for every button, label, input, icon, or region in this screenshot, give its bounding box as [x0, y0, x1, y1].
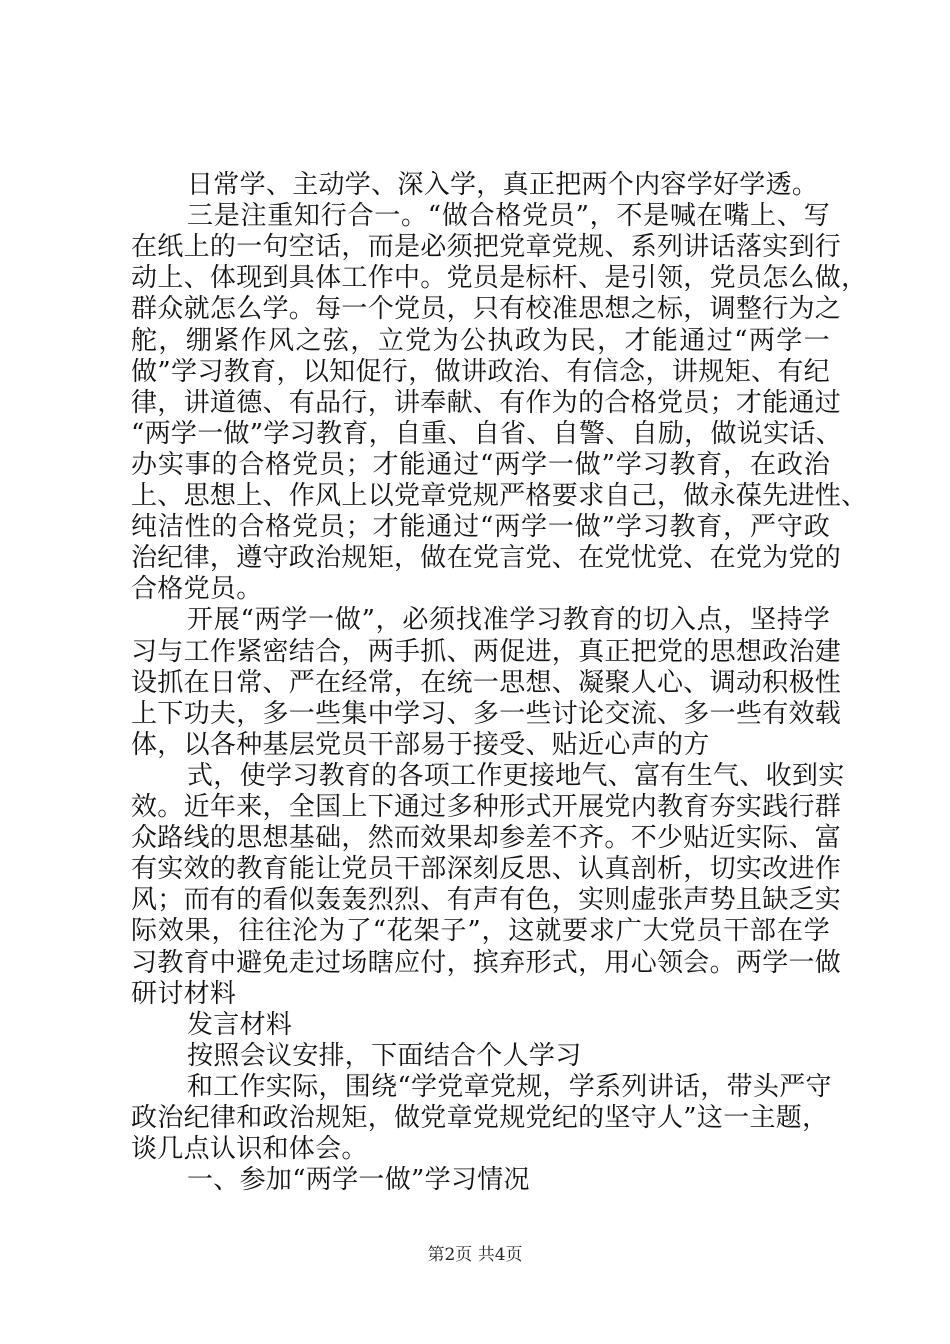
text-line: 体，以各种基层党员干部易于接受、贴近心声的方	[131, 730, 710, 760]
text-line: 有实效的教育能让党员干部深刻反思、认真剖析，切实改进作	[131, 854, 842, 884]
text-line: 风；而有的看似轰轰烈烈、有声有色，实则虚张声势且缺乏实	[131, 885, 842, 915]
text-line: 众路线的思想基础，然而效果却参差不齐。不少贴近实际、富	[131, 823, 842, 853]
text-line: 习教育中避免走过场瞎应付，摈弃形式，用心领会。两学一做	[131, 948, 842, 978]
text-line: 动上、体现到具体工作中。党员是标杆、是引领，党员怎么做，	[131, 263, 868, 293]
text-line: 按照会议安排，下面结合个人学习	[187, 1041, 582, 1071]
text-line: 习与工作紧密结合，两手抓、两促进，真正把党的思想政治建	[131, 637, 842, 667]
text-line: 政治纪律和政治规矩，做党章党规党纪的坚守人”这一主题，	[131, 1103, 829, 1133]
text-line: 发言材料	[187, 1010, 293, 1040]
text-line: 上、思想上、作风上以党章党规严格要求自己，做永葆先进性、	[131, 481, 868, 511]
text-line: 三是注重知行合一。“做合格党员”，不是喊在嘴上、写	[187, 201, 830, 231]
text-line: 研讨材料	[131, 979, 237, 1009]
text-line: 治纪律，遵守政治规矩，做在党言党、在党忧党、在党为党的	[131, 543, 842, 573]
text-line: 合格党员。	[131, 574, 263, 604]
text-line: 日常学、主动学、深入学，真正把两个内容学好学透。	[187, 170, 819, 200]
text-line: 开展“两学一做”，必须找准学习教育的切入点，坚持学	[187, 605, 830, 635]
text-line: 纯洁性的合格党员；才能通过“两学一做”学习教育，严守政	[131, 512, 830, 542]
text-line: 办实事的合格党员；才能通过“两学一做”学习教育，在政治	[131, 450, 830, 480]
text-line: 上下功夫，多一些集中学习、多一些讨论交流、多一些有效载	[131, 699, 842, 729]
text-line: 际效果，往往沦为了“花架子”，这就要求广大党员干部在学	[131, 916, 830, 946]
text-line: 式，使学习教育的各项工作更接地气、富有生气、收到实	[187, 761, 845, 791]
page-footer: 第2页 共4页	[427, 1245, 523, 1265]
text-line: 一、参加“两学一做”学习情况	[187, 1165, 530, 1195]
text-line: 律，讲道德、有品行，讲奉献、有作为的合格党员；才能通过	[131, 388, 842, 418]
text-line: 效。近年来，全国上下通过多种形式开展党内教育夯实践行群	[131, 792, 842, 822]
text-line: 和工作实际，围绕“学党章党规，学系列讲话，带头严守	[187, 1072, 832, 1102]
text-line: 在纸上的一句空话，而是必须把党章党规、系列讲话落实到行	[131, 232, 842, 262]
text-line: 谈几点认识和体会。	[131, 1134, 368, 1164]
text-line: 舵，绷紧作风之弦，立党为公执政为民，才能通过“两学一	[131, 326, 830, 356]
text-line: “两学一做”学习教育，自重、自省、自警、自励，做说实话、	[131, 419, 842, 449]
text-line: 设抓在日常、严在经常，在统一思想、凝聚人心、调动积极性	[131, 668, 842, 698]
text-line: 做”学习教育，以知促行，做讲政治、有信念，讲规矩、有纪	[131, 357, 830, 387]
text-line: 群众就怎么学。每一个党员，只有校准思想之标，调整行为之	[131, 294, 842, 324]
